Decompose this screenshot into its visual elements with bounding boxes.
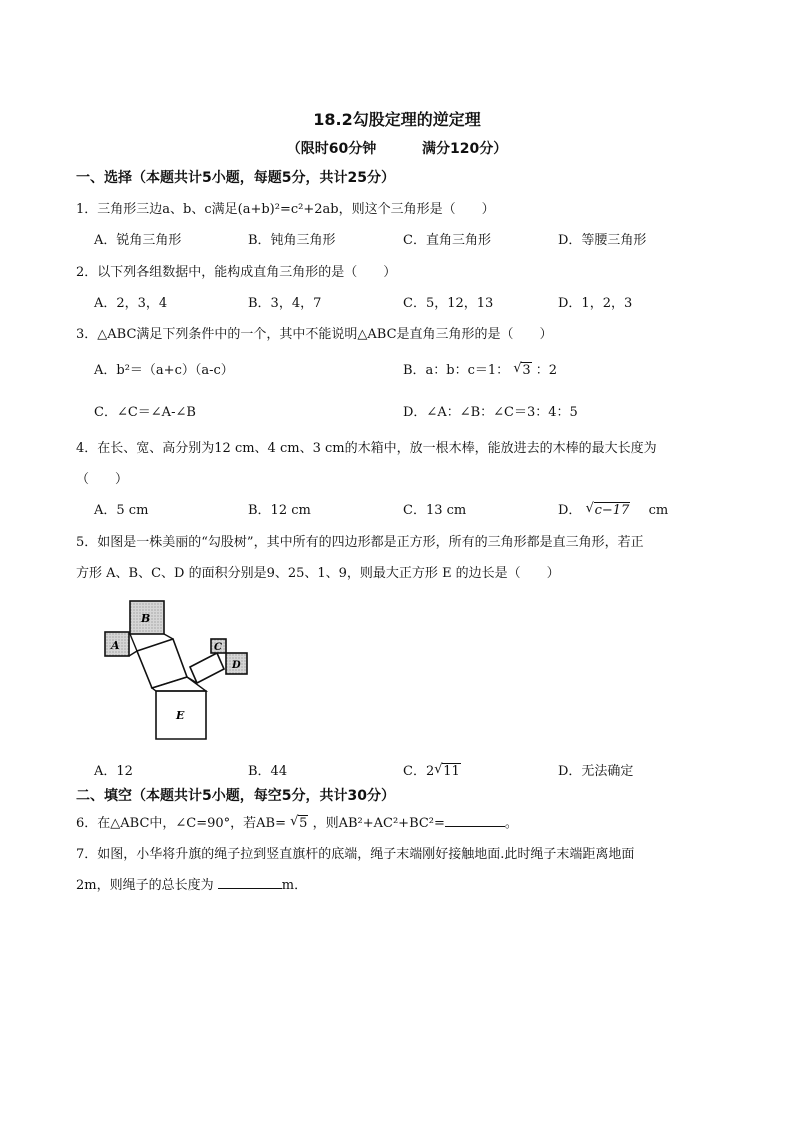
q3-option-b-prefix: B．a：b：c＝1： [403,363,510,378]
q7-prefix: 2m，则绳子的总长度为 [76,878,214,893]
time-limit: （限时60分钟 [286,141,377,157]
q5-option-d: D．无法确定 [558,764,634,779]
figure-label-c: C [214,642,222,653]
page-subtitle [0,138,794,158]
q4-option-d-prefix: D． [558,503,582,518]
full-score: 满分120分） [422,141,508,157]
answer-blank[interactable] [445,816,505,827]
section-1-heading: 一、选择（本题共计5小题，每题5分，共计25分） [76,170,395,186]
sqrt-symbol: √ 3 [513,361,531,378]
section-2-heading: 二、填空（本题共计5小题，每空5分，共计30分） [76,788,395,804]
q5-option-b: B．44 [248,764,288,779]
q3-option-b-suffix: ：2 [535,363,558,378]
q4-option-d-unit: cm [648,503,669,518]
question-4-line-2: （ ） [76,472,129,487]
q2-option-c: C．5，12，13 [403,296,494,311]
q1-option-d: D．等腰三角形 [558,233,647,248]
q2-option-d: D．1，2，3 [558,296,633,311]
q3-option-b-radicand: 3 [522,363,531,378]
question-7-line-1: 7．如图，小华将升旗的绳子拉到竖直旗杆的底端，绳子末端刚好接触地面.此时绳子末端距离地面 [76,847,635,862]
q1-option-a: A．锐角三角形 [94,233,182,248]
figure-label-e: E [176,709,185,722]
pythagoras-tree-figure [100,597,252,741]
q4-option-c: C．13 cm [403,503,467,518]
square-right [190,653,224,683]
sqrt-symbol: √ 11 [434,762,460,779]
q5-option-a: A．12 [94,764,133,779]
q5-option-c [403,760,461,779]
q5-option-c-radicand: 11 [443,764,460,779]
question-5-line-1: 5．如图是一株美丽的“勾股树”，其中所有的四边形都是正方形，所有的三角形都是直三角形，若正 [76,535,644,550]
figure-label-a: A [111,639,120,652]
q1-option-b: B．钝角三角形 [248,233,336,248]
question-4-line-1: 4．在长、宽、高分别为12 cm、4 cm、3 cm的木箱中，放一根木棒，能放进去的木棒的最大长度为 [76,441,657,456]
q3-option-b [403,359,557,378]
q4-option-a: A．5 cm [94,503,149,518]
q3-option-d: D．∠A：∠B：∠C＝3：4：5 [403,405,578,420]
q3-option-a: A．b²＝（a+c）（a-c） [94,363,234,378]
square-left [137,639,187,688]
q4-option-d [558,499,668,518]
sqrt-symbol: √ c−17 [585,501,630,518]
q6-end: 。 [504,816,518,831]
q4-option-d-radicand: c−17 [594,503,630,518]
figure-label-d: D [232,660,241,671]
question-6 [76,812,518,831]
q5-option-c-prefix: C．2 [403,764,435,779]
q2-option-b: B．3，4，7 [248,296,322,311]
question-5-line-2: 方形 A、B、C、D 的面积分别是9、25、1、9，则最大正方形 E 的边长是（ ） [76,566,560,581]
question-7-line-2 [76,874,307,893]
sqrt-symbol: √ 5 [290,814,308,831]
question-1: 1．三角形三边a、b、c满足(a+b)²=c²+2ab，则这个三角形是（ ） [76,202,495,217]
q3-option-c: C．∠C＝∠A-∠B [94,405,196,420]
q6-radicand: 5 [299,816,308,831]
q7-suffix: m． [281,878,308,893]
q6-middle: ，则AB²+AC²+BC²= [312,816,445,831]
q1-option-c: C．直角三角形 [403,233,491,248]
q2-option-a: A．2，3，4 [94,296,168,311]
figure-label-b: B [141,612,151,625]
q6-prefix: 6．在△ABC中，∠C=90°，若AB= [76,816,287,831]
q4-option-b: B．12 cm [248,503,311,518]
answer-blank[interactable] [218,878,282,889]
page-title: 18.2勾股定理的逆定理 [313,110,481,129]
question-3: 3．△ABC满足下列条件中的一个，其中不能说明△ABC是直角三角形的是（ ） [76,327,553,342]
question-2: 2．以下列各组数据中，能构成直角三角形的是（ ） [76,265,397,280]
